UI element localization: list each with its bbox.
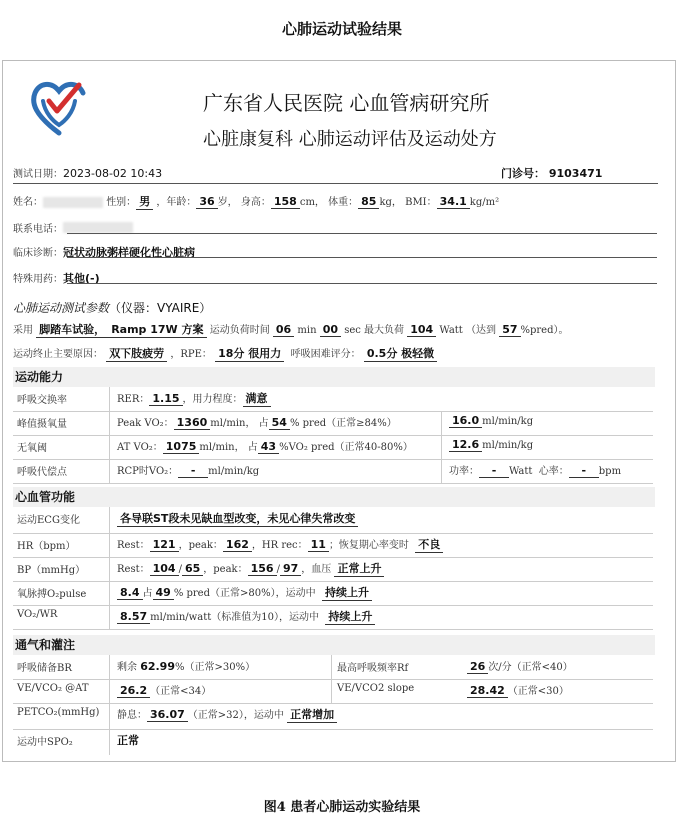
page-title: 心肺运动试验结果 [281, 20, 402, 38]
report-sheet [2, 60, 676, 762]
table-row-peak-vo2: 峰值摄氧量 Peak VO₂： 1360 ml/min， 占 54 % pred（正常≥84%） 16.0 ml/min/kg [13, 411, 653, 436]
diagnosis-row: 临床诊断：冠状动脉粥样硬化性心脏病 [13, 246, 195, 259]
section-exercise-capacity: 运动能力 [13, 367, 655, 387]
table-row-anaerobic-threshold: 无氧阈 AT VO₂： 1075 ml/min， 占 43 %VO₂ pred（正常40-80%） 12.6 ml/min/kg [13, 435, 653, 460]
clinic-number: 门诊号： 9103471 [501, 167, 603, 180]
department-name: 心脏康复科 心肺运动评估及运动处方 [203, 129, 497, 150]
section-cardiovascular: 心血管功能 [13, 487, 655, 507]
test-protocol-row: 采用 脚踏车试验， Ramp 17W 方案 运动负荷时间 06 min 00 sec 最大负荷 104 Watt （达到 57 %pred）。 [13, 323, 569, 336]
test-params-heading: 心肺运动测试参数（仪器：VYAIRE） [13, 301, 212, 315]
figure-caption: 图4 患者心肺运动实验结果 [263, 800, 421, 815]
medication-row: 特殊用药：其他(-) [13, 272, 100, 285]
table-row-ve-vco2: VE/VCO₂ @AT 26.2 （正常<34） VE/VCO2 slope 28.42 （正常<30） [13, 679, 653, 704]
table-row-rcp: 呼吸代偿点 RCP时VO₂： - ml/min/kg 功率： - Watt 心率： - bpm [13, 459, 653, 484]
redacted-name [43, 197, 103, 208]
divider [13, 183, 658, 184]
redacted-phone [63, 222, 133, 233]
table-row-petco2: PETCO₂(mmHg) 静息： 36.07 （正常>32），运动中 正常增加 [13, 703, 653, 730]
test-date: 测试日期：2023-08-02 10:43 [13, 167, 163, 180]
table-row-ecg: 运动ECG变化 各导联ST段未见缺血型改变，未见心律失常改变 [13, 507, 653, 534]
table-row-blood-pressure: BP（mmHg） Rest： 104 / 65 ，peak： 156 / 97 ，血压 正常上升 [13, 557, 653, 582]
phone-row: 联系电话： [13, 217, 133, 236]
table-row-vo2-wr: VO₂/WR 8.57 ml/min/watt（标准值为10），运动中 持续上升 [13, 605, 653, 630]
table-row-spo2: 运动中SPO₂ 正常 [13, 729, 653, 755]
section-ventilation: 通气和灌注 [13, 635, 655, 655]
hospital-name: 广东省人民医院 心血管病研究所 [203, 91, 490, 115]
table-row-breathing-reserve: 呼吸储备BR 剩余 62.99%（正常>30%） 最高呼吸频率Rf 26 次/分（正常<40） [13, 655, 653, 680]
hospital-logo-icon [27, 75, 91, 139]
patient-info-row: 姓名： 性别： 男 ，年龄： 36 岁， 身高： 158 cm， 体重： 85 kg， BMI： 34.1 kg/m² [13, 195, 500, 208]
termination-row: 运动终止主要原因： 双下肢疲劳 ，RPE： 18分 很用力 呼吸困难评分： 0.5分 极轻微 [13, 345, 437, 362]
table-row-o2-pulse: 氧脉搏O₂pulse 8.4 占 49 % pred（正常>80%），运动中 持续上升 [13, 581, 653, 606]
table-row-rer: 呼吸交换率 RER： 1.15 ，用力程度： 满意 [13, 387, 653, 412]
table-row-heart-rate: HR（bpm） Rest： 121 ，peak： 162 ，HR rec： 11 ；恢复期心率变时 不良 [13, 533, 653, 558]
